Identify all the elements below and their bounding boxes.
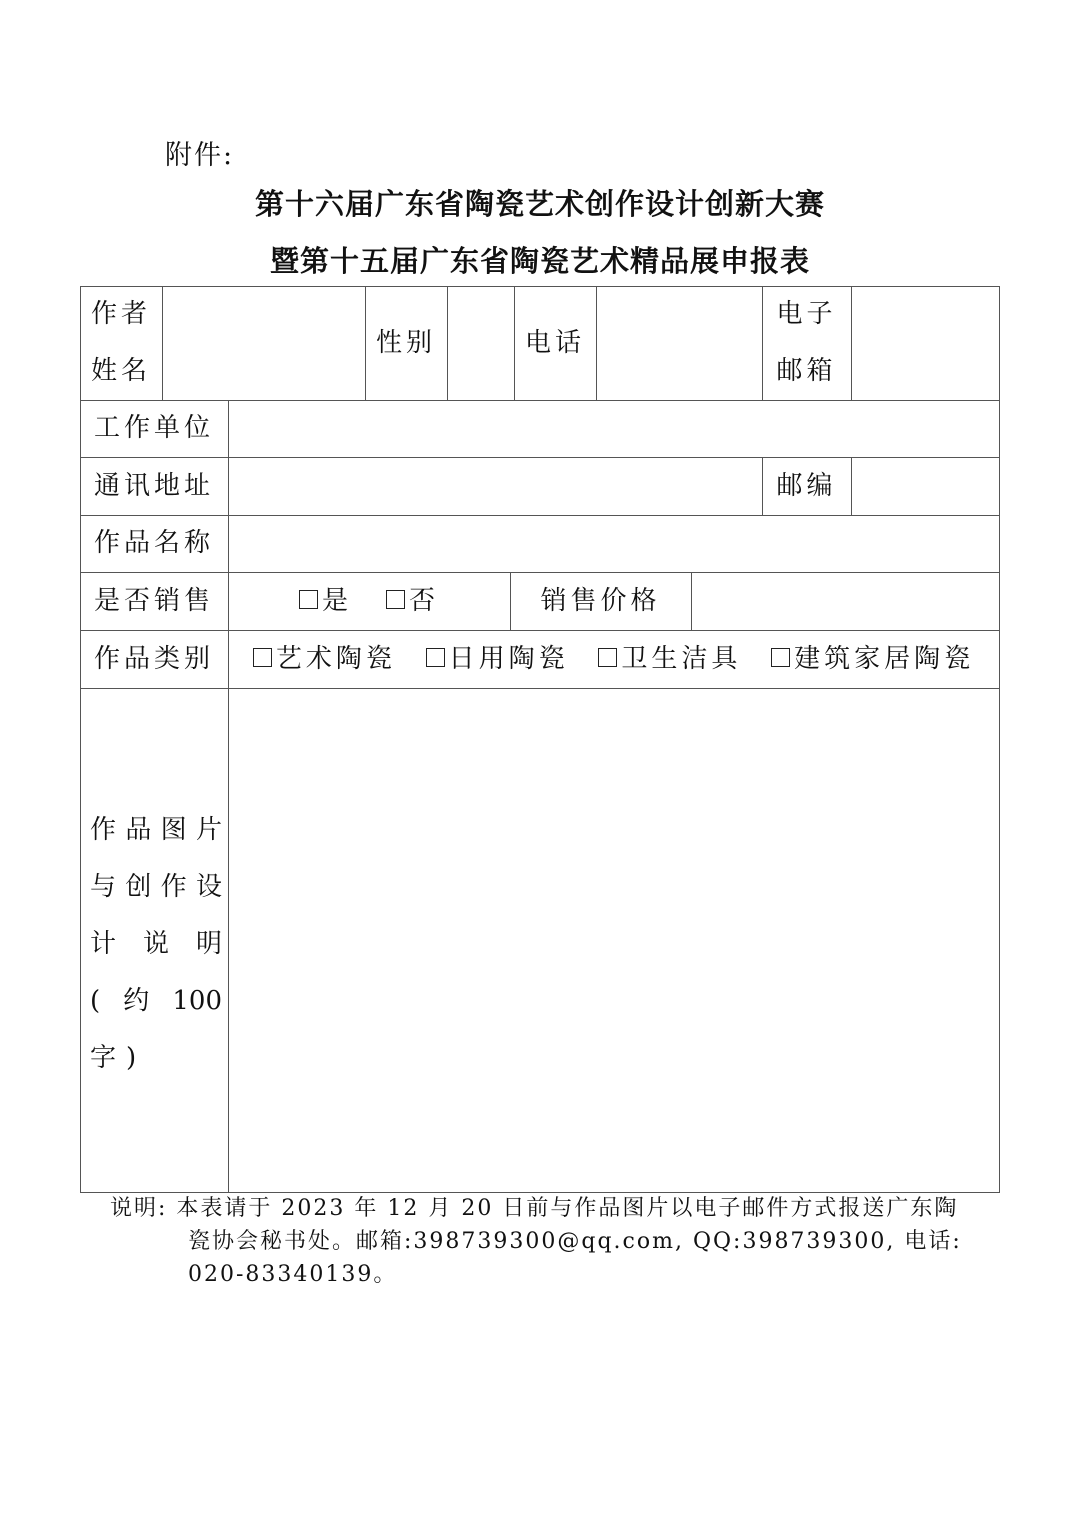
category-option-label: 建筑家居陶瓷 [794,643,975,674]
note-line3: 020-83340139。 [188,1262,398,1287]
category-option-sanitary[interactable] [598,645,741,674]
work-unit-label: 工作单位 [93,413,214,444]
for-sale-no-option[interactable] [386,587,439,616]
description-label-line5 [90,1030,222,1087]
for-sale-options [228,572,510,630]
description-label-line4 [90,973,222,1030]
label-char: 片 [195,815,222,845]
checkbox-icon[interactable] [426,648,445,667]
description-label-line3 [90,916,222,973]
work-title-label: 作品名称 [93,528,214,559]
label-char: 明 [195,929,222,959]
for-sale-yes-option[interactable] [299,587,352,616]
category-option-art[interactable] [253,645,396,674]
email-field[interactable] [852,287,999,400]
note-line2: 瓷协会秘书处。邮箱:398739300@qq.com, QQ:398739300, 电话: [188,1229,962,1254]
address-field[interactable] [229,458,762,515]
description-label [90,802,222,1087]
description-label-line2 [90,859,222,916]
label-char: 100 [172,986,222,1016]
gender-field[interactable] [448,287,514,400]
category-label: 作品类别 [93,643,214,674]
submission-note [110,1192,962,1291]
checkbox-icon[interactable] [299,590,318,609]
email-label [762,286,851,400]
label-char: 设 [195,872,222,902]
phone-field[interactable] [597,287,762,400]
label-char: 约 [123,986,150,1016]
author-name-field[interactable] [163,287,365,400]
sale-price-field[interactable] [692,573,999,630]
category-option-label: 卫生洁具 [621,643,742,674]
author-name-label-line1: 作者 [90,299,151,329]
label-char: ) [126,1043,137,1073]
for-sale-yes-label: 是 [321,585,352,616]
attachment-label: 附件: [165,140,235,171]
email-label-line2: 邮箱 [776,356,837,386]
checkbox-icon[interactable] [598,648,617,667]
postcode-field[interactable] [852,458,999,515]
description-label-line1 [90,802,222,859]
label-char: 计 [90,929,117,959]
category-option-label: 艺术陶瓷 [275,643,396,674]
gender-label: 性别 [375,327,436,358]
author-name-label [80,286,162,400]
work-title-field[interactable] [229,516,999,572]
category-option-label: 日用陶瓷 [448,643,569,674]
address-label: 通讯地址 [93,470,214,501]
work-unit-field[interactable] [229,401,999,457]
category-option-building[interactable] [771,645,974,674]
label-char: 说 [142,929,169,959]
label-char: 作 [160,872,187,902]
email-label-line1: 电子 [776,299,837,329]
form-title-line1: 第十六届广东省陶瓷艺术创作设计创新大赛 [254,187,825,221]
for-sale-label: 是否销售 [93,585,214,616]
author-name-label-line2: 姓名 [90,356,151,386]
label-char: 图 [160,815,187,845]
label-char: 作 [90,815,117,845]
label-char: 品 [125,815,152,845]
sale-price-label: 销售价格 [540,585,661,616]
label-char: 字 [90,1043,117,1073]
phone-label: 电话 [524,327,585,358]
label-char: ( [90,986,101,1016]
label-char: 创 [125,872,152,902]
category-option-daily[interactable] [426,645,569,674]
description-field[interactable] [229,689,999,1192]
checkbox-icon[interactable] [386,590,405,609]
form-title-line2: 暨第十五届广东省陶瓷艺术精品展申报表 [269,244,810,278]
postcode-label: 邮编 [776,470,837,501]
table-border-right [999,286,1000,1193]
label-char: 与 [90,872,117,902]
checkbox-icon[interactable] [771,648,790,667]
category-options [228,630,999,688]
note-line1: 说明: 本表请于 2023 年 12 月 20 日前与作品图片以电子邮件方式报送广东陶 [110,1196,959,1221]
checkbox-icon[interactable] [253,648,272,667]
for-sale-no-label: 否 [409,585,440,616]
